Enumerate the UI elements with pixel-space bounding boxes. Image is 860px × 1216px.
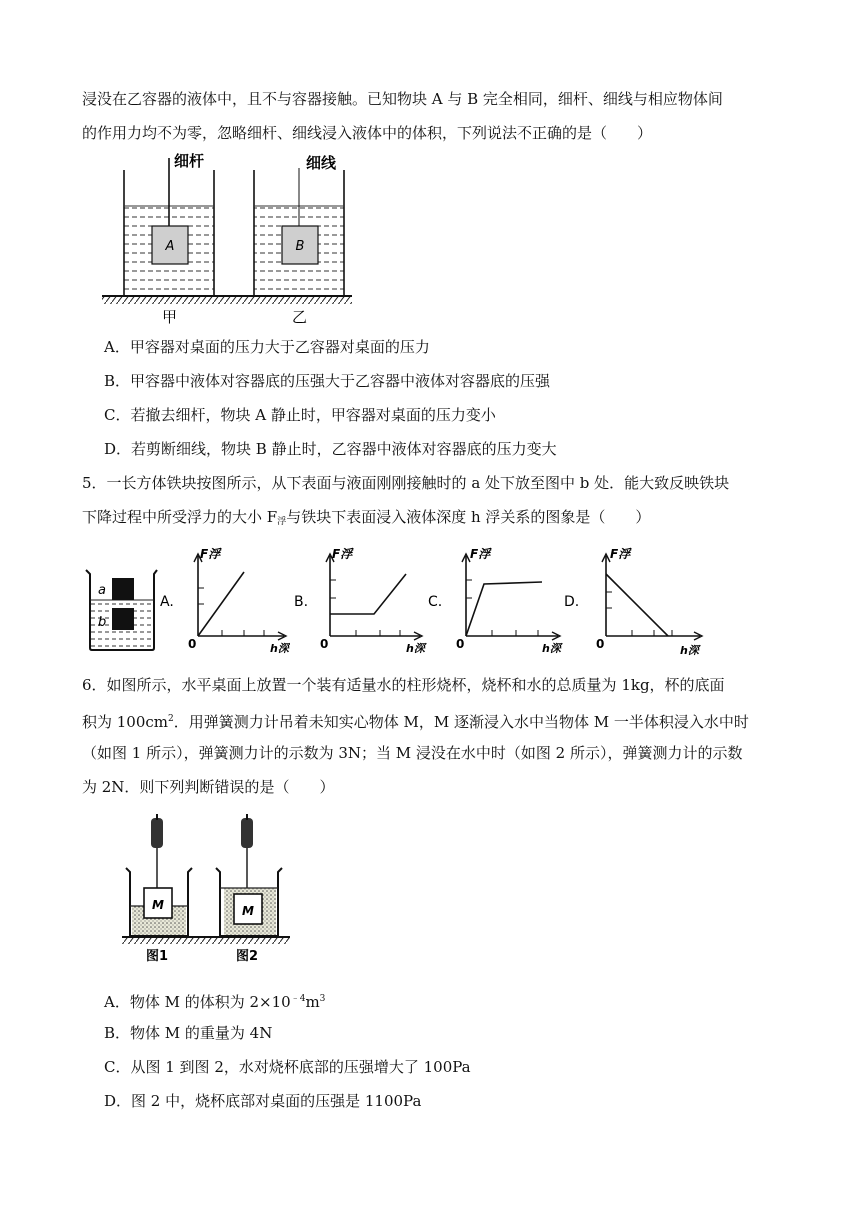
q5-graph-b: [294, 544, 430, 658]
caption-fig1: 图1: [146, 949, 169, 964]
q6-option-c: C．从图 1 到图 2，水对烧杯底部的压强增大了 100Pa: [104, 1058, 471, 1076]
q6-option-a-sup: ﹣4: [290, 994, 306, 1004]
block-m-2-label: M: [242, 904, 254, 918]
graph-b-xlabel: h深: [406, 642, 425, 655]
caption-fig2: 图2: [236, 949, 259, 964]
graph-c-option: C.: [428, 594, 443, 610]
q5-line-2b: 与铁块下表面浸入液体深度 h 浮关系的图象是（ ）: [286, 508, 651, 526]
rod-label: 细杆: [174, 152, 205, 170]
q5-line-2a: 下降过程中所受浮力的大小 F: [82, 508, 278, 526]
q6-option-a: [104, 988, 325, 1013]
graph-d-origin: 0: [596, 637, 605, 651]
label-b: b: [98, 615, 107, 630]
q6-line-2: [82, 708, 782, 733]
q4-line-1: 浸没在乙容器的液体中，且不与容器接触。已知物块 A 与 B 完全相同，细杆、细线与相应物体间: [82, 90, 723, 108]
q4-line-2: 的作用力均不为零，忽略细杆、细线浸入液体中的体积，下列说法不正确的是（ ）: [82, 124, 653, 142]
q6-option-a-sup2: 3: [319, 994, 326, 1004]
q6-line-2a: 积为 100cm: [82, 713, 169, 731]
graph-b-curve: [330, 574, 406, 614]
graph-a-xlabel: h深: [270, 642, 289, 655]
q6-line-1: 6．如图所示，水平桌面上放置一个装有适量水的柱形烧杯，烧杯和水的总质量为 1kg，杯的底面: [82, 676, 725, 694]
q5-graph-d: [564, 544, 712, 658]
block-a-label: A: [165, 239, 175, 254]
q6-figure: [118, 814, 294, 966]
q4-option-a: A．甲容器对桌面的压力大于乙容器对桌面的压力: [104, 338, 430, 356]
q4-option-c: C．若撤去细杆，物块 A 静止时，甲容器对桌面的压力变小: [104, 406, 496, 424]
q6-line-2-sup: 2: [168, 714, 174, 724]
q6-option-a-post: m: [305, 993, 320, 1011]
q5-line-2: [82, 506, 782, 533]
q5-line-2-sub: 浮: [277, 517, 287, 527]
block-b-label: B: [295, 239, 305, 254]
caption-jia: 甲: [162, 308, 178, 326]
graph-b-option: B.: [294, 594, 309, 610]
q6-line-2b: ．用弹簧测力计吊着未知实心物体 M，M 逐渐浸入水中当物体 M 一半体积浸入水中时: [173, 713, 749, 731]
q4-option-b: B．甲容器中液体对容器底的压强大于乙容器中液体对容器底的压强: [104, 372, 551, 390]
q6-option-b: B．物体 M 的重量为 4N: [104, 1024, 273, 1042]
q5-graph-c: [428, 544, 568, 658]
graph-c-origin: 0: [456, 637, 465, 651]
q4-option-d: D．若剪断细线，物块 B 静止时，乙容器中液体对容器底的压力变大: [104, 440, 557, 458]
graph-d-curve: [606, 574, 668, 636]
graph-d-xlabel: h深: [680, 644, 699, 657]
graph-a-curve: [198, 572, 244, 636]
graph-a-origin: 0: [188, 637, 197, 651]
q5-line-1: 5．一长方体铁块按图所示，从下表面与液面刚刚接触时的 a 处下放至图中 b 处．能大致反映铁块: [82, 474, 730, 492]
graph-a-option: A.: [160, 594, 174, 610]
thread-label: 细线: [306, 154, 337, 172]
graph-d-ylabel: F浮: [610, 547, 631, 561]
caption-yi: 乙: [292, 308, 308, 326]
graph-c-ylabel: F浮: [470, 547, 491, 561]
graph-c-xlabel: h深: [542, 642, 561, 655]
q6-line-4: 为 2N．则下列判断错误的是（ ）: [82, 778, 335, 796]
label-a: a: [98, 583, 106, 598]
q4-figure: [100, 150, 360, 326]
q5-graph-a: [160, 544, 290, 658]
q6-option-d: D．图 2 中，烧杯底部对桌面的压强是 1100Pa: [104, 1092, 422, 1110]
graph-a-ylabel: F浮: [200, 547, 221, 561]
graph-d-option: D.: [564, 594, 580, 610]
graph-c-curve: [466, 582, 542, 636]
q6-line-3: （如图 1 所示），弹簧测力计的示数为 3N；当 M 浸没在水中时（如图 2 所示），弹簧测力计的示数: [82, 744, 743, 762]
q5-beaker-figure: [84, 566, 160, 652]
graph-b-ylabel: F浮: [332, 547, 353, 561]
graph-b-origin: 0: [320, 637, 329, 651]
q6-option-a-pre: A．物体 M 的体积为 2×10: [104, 993, 291, 1011]
block-m-1-label: M: [152, 898, 164, 912]
